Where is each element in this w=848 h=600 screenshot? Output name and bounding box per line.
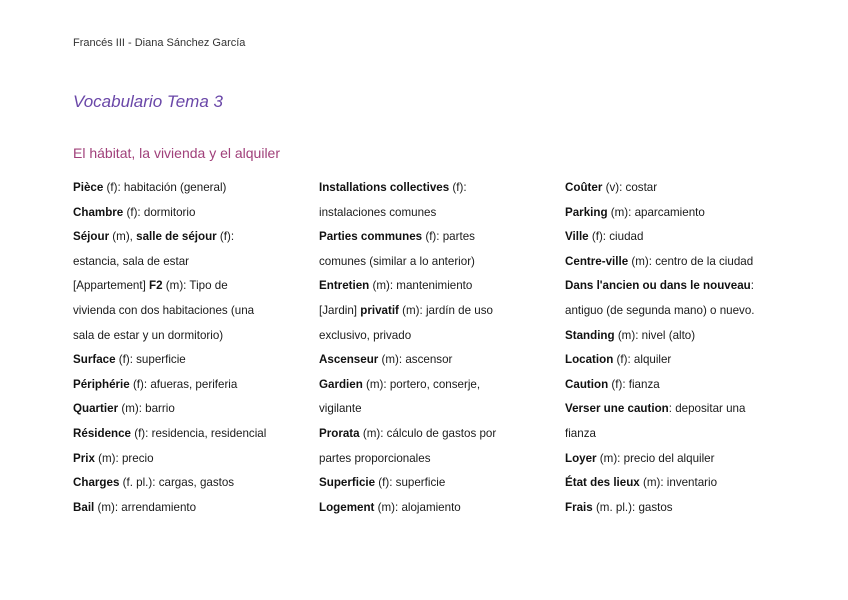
vocab-text: antiguo (de segunda mano) o nuevo.: [565, 303, 755, 317]
vocab-line: [319, 299, 549, 324]
vocab-term: Bail: [73, 500, 95, 514]
vocab-term: Frais: [565, 500, 593, 514]
vocab-line: [319, 274, 549, 299]
vocab-text: (f): fianza: [608, 377, 660, 391]
vocab-text: (m): portero, conserje,: [362, 377, 481, 391]
vocab-line: [319, 348, 549, 373]
vocab-line: [73, 250, 303, 275]
vocab-term: Prix: [73, 451, 95, 465]
vocab-line: [319, 373, 549, 398]
vocab-term: Dans l'ancien ou dans le nouveau: [565, 279, 751, 293]
vocab-line: [319, 447, 549, 472]
vocab-term: privatif: [360, 303, 399, 317]
vocab-text: exclusivo, privado: [319, 328, 412, 342]
vocab-term: Centre-ville: [565, 254, 629, 268]
vocab-text: :: [750, 279, 754, 293]
vocab-text: (m): cálculo de gastos por: [359, 426, 497, 440]
vocab-term: Quartier: [73, 402, 119, 416]
vocab-line: [319, 496, 549, 521]
vocab-term: Prorata: [319, 426, 360, 440]
vocab-line: [73, 274, 303, 299]
vocab-term: Séjour: [73, 230, 110, 244]
vocab-term: Installations collectives: [319, 181, 450, 194]
vocab-line: [565, 471, 783, 496]
vocab-text: (m): precio: [94, 451, 154, 465]
vocab-line: [73, 225, 303, 250]
vocab-line: [565, 422, 783, 447]
vocab-line: [565, 324, 783, 349]
vocab-line: [73, 299, 303, 324]
vocab-line: [565, 274, 783, 299]
vocab-line: [73, 496, 303, 521]
vocab-text: sala de estar y un dormitorio): [73, 328, 224, 342]
vocab-line: [319, 471, 549, 496]
vocab-text: (f): ciudad: [588, 230, 644, 244]
vocab-term: État des lieux: [565, 476, 640, 490]
vocab-text: (m): Tipo de: [162, 279, 228, 293]
vocab-term: Superficie: [319, 476, 376, 490]
vocab-text: (m): alojamiento: [374, 500, 461, 514]
vocab-text: (m): mantenimiento: [369, 279, 473, 293]
vocab-text: (f):: [216, 230, 235, 244]
vocab-text: (m): ascensor: [378, 353, 453, 367]
vocab-text: estancia, sala de estar: [73, 254, 190, 268]
vocab-text: comunes (similar a lo anterior): [319, 254, 475, 268]
vocab-line: [73, 373, 303, 398]
section-title: El hábitat, la vivienda y el alquiler: [73, 145, 281, 161]
vocab-text: partes proporcionales: [319, 451, 431, 465]
page-header: Francés III - Diana Sánchez García: [73, 37, 246, 49]
vocab-line: [73, 324, 303, 349]
vocab-line: [565, 373, 783, 398]
vocab-line: [565, 201, 783, 226]
vocab-line: [319, 250, 549, 275]
vocab-line: [73, 447, 303, 472]
vocab-text: fianza: [565, 426, 596, 440]
vocab-term: Entretien: [319, 279, 370, 293]
vocab-line: [73, 348, 303, 373]
vocab-line: [73, 201, 303, 226]
vocab-text: (m): precio del alquiler: [596, 451, 715, 465]
vocab-text: (v): costar: [602, 181, 658, 194]
vocab-text: vigilante: [319, 402, 362, 416]
vocab-line: [319, 225, 549, 250]
vocab-text: (f): superficie: [375, 476, 446, 490]
vocab-text: (m): centro de la ciudad: [628, 254, 754, 268]
vocab-term: Ville: [565, 230, 589, 244]
vocab-text: (f): dormitorio: [123, 205, 196, 219]
vocab-term: Gardien: [319, 377, 363, 391]
vocab-text: : depositar una: [668, 402, 746, 416]
vocab-text: [Jardin]: [319, 303, 361, 317]
vocab-term: Standing: [565, 328, 615, 342]
vocab-term: Charges: [73, 476, 120, 490]
vocab-term: Logement: [319, 500, 375, 514]
vocab-term: Loyer: [565, 451, 597, 465]
vocab-text: (f. pl.): cargas, gastos: [119, 476, 235, 490]
vocab-term: Caution: [565, 377, 609, 391]
vocab-text: (f): partes: [422, 230, 475, 244]
vocab-term: Résidence: [73, 426, 131, 440]
vocab-line: [73, 471, 303, 496]
vocab-line: [319, 324, 549, 349]
vocab-text: vivienda con dos habitaciones (una: [73, 303, 255, 317]
vocab-term: Chambre: [73, 205, 124, 219]
vocab-term: Verser une caution: [565, 402, 669, 416]
document-title: Vocabulario Tema 3: [73, 92, 223, 111]
vocab-term: Périphérie: [73, 377, 130, 391]
vocab-text: (f): afueras, periferia: [129, 377, 238, 391]
vocab-text: (m): aparcamiento: [607, 205, 705, 219]
vocab-text: (f): residencia, residencial: [131, 426, 267, 440]
vocabulary-column-1: [73, 176, 303, 520]
vocab-text: (m. pl.): gastos: [592, 500, 673, 514]
vocab-text: (m): barrio: [118, 402, 175, 416]
vocabulary-column-3: [565, 176, 783, 520]
vocab-line: [565, 299, 783, 324]
vocab-term: Parking: [565, 205, 608, 219]
vocab-term: salle de séjour: [136, 230, 217, 244]
vocabulary-column-2: [319, 176, 549, 520]
vocab-term: Pièce: [73, 181, 104, 194]
vocab-text: (m),: [109, 230, 137, 244]
vocab-text: (f): habitación (general): [103, 181, 227, 194]
vocab-line: [319, 201, 549, 226]
vocab-text: (m): jardín de uso: [398, 303, 493, 317]
vocab-line: [565, 176, 783, 201]
vocab-line: [319, 176, 549, 201]
vocab-text: (f): superficie: [115, 353, 186, 367]
vocab-text: [Appartement]: [73, 279, 150, 293]
vocab-line: [565, 447, 783, 472]
vocab-term: Parties communes: [319, 230, 423, 244]
vocab-line: [565, 496, 783, 521]
vocab-text: instalaciones comunes: [319, 205, 437, 219]
vocab-line: [565, 250, 783, 275]
vocab-line: [73, 397, 303, 422]
vocab-term: Coûter: [565, 181, 603, 194]
vocab-text: (m): inventario: [639, 476, 718, 490]
vocab-line: [565, 397, 783, 422]
vocab-term: F2: [149, 279, 163, 293]
vocab-term: Surface: [73, 353, 116, 367]
vocab-line: [319, 422, 549, 447]
vocab-line: [73, 422, 303, 447]
vocab-term: Location: [565, 353, 614, 367]
vocab-text: (f):: [449, 181, 467, 194]
vocab-term: Ascenseur: [319, 353, 379, 367]
vocab-text: (f): alquiler: [613, 353, 672, 367]
vocab-line: [73, 176, 303, 201]
vocab-line: [565, 225, 783, 250]
vocab-line: [565, 348, 783, 373]
vocab-line: [319, 397, 549, 422]
vocab-text: (m): arrendamiento: [94, 500, 197, 514]
vocab-text: (m): nivel (alto): [614, 328, 696, 342]
